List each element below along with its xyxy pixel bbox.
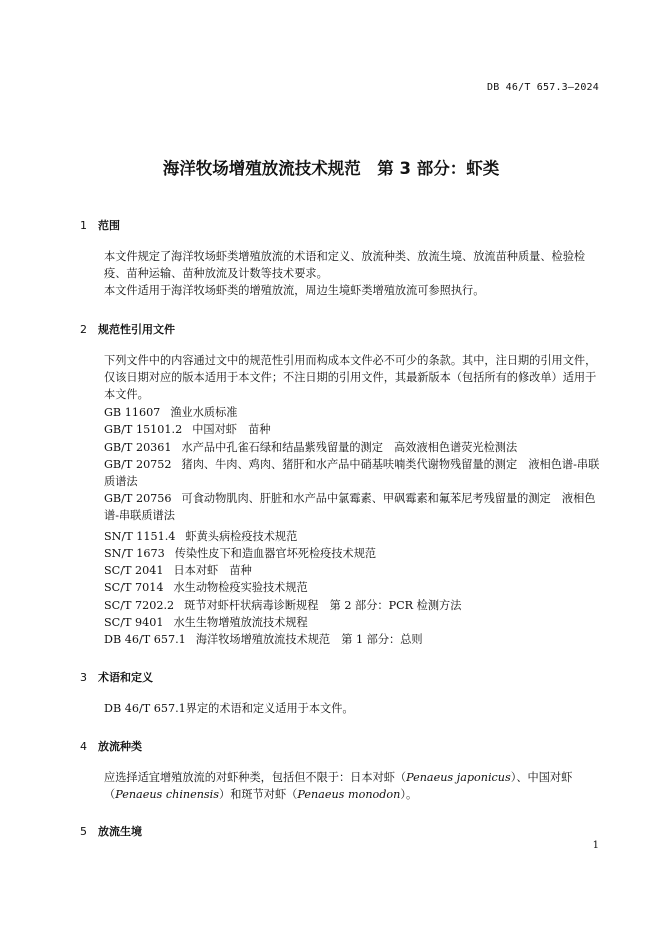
text-run: ）、中国对虾（ <box>104 771 573 801</box>
reference-item <box>104 545 376 561</box>
scope-paragraph-2 <box>88 282 600 299</box>
paragraph-text: 下列文件中的内容通过文中的规范性引用而构成本文件必不可少的条款。其中，注日期的引用文件，仅该日期对应的版本适用于本文件；不注日期的引用文件，其最新版本（包括所有的修改单）适用于本文件。 <box>104 354 597 401</box>
paragraph-text: 本文件适用于海洋牧场虾类的增殖放流，周边生境虾类增殖放流可参照执行。 <box>104 284 485 297</box>
reference-code: SN/T 1673 <box>104 547 165 560</box>
reference-code: GB/T 20361 <box>104 441 172 454</box>
reference-item <box>104 439 517 455</box>
reference-item <box>104 528 297 544</box>
text-run: 应选择适宜增殖放流的对虾种类，包括但不限于：日本对虾（ <box>104 771 407 784</box>
reference-item <box>104 631 423 647</box>
reference-item <box>104 562 252 578</box>
reference-code: GB/T 20752 <box>104 458 172 471</box>
reference-item <box>104 421 271 437</box>
species-name: Penaeus chinensis <box>115 788 219 801</box>
paragraph-text: DB 46/T 657.1界定的术语和定义适用于本文件。 <box>104 702 354 715</box>
reference-code: SC/T 2041 <box>104 564 164 577</box>
reference-code: GB 11607 <box>104 406 161 419</box>
section-title: 放流生境 <box>98 825 142 838</box>
section-title: 范围 <box>98 219 120 232</box>
reference-code: DB 46/T 657.1 <box>104 633 186 646</box>
reference-title: 水生生物增殖放流技术规程 <box>173 616 308 629</box>
page-number: 1 <box>592 840 599 851</box>
reference-code: SC/T 9401 <box>104 616 164 629</box>
reference-title: 水生动物检疫实验技术规范 <box>173 581 308 594</box>
page-title: 海洋牧场增殖放流技术规范 第 3 部分：虾类 <box>162 159 500 178</box>
reference-item <box>88 456 600 490</box>
reference-title: 渔业水质标准 <box>170 406 238 419</box>
scope-paragraph-1 <box>88 248 600 282</box>
species-paragraph <box>88 769 600 803</box>
section-title: 术语和定义 <box>98 671 153 684</box>
reference-title: 虾黄头病检疫技术规范 <box>185 530 298 543</box>
section-number: 2 <box>80 323 87 336</box>
document-number: DB 46/T 657.3—2024 <box>487 82 599 93</box>
section-number: 4 <box>80 740 87 753</box>
reference-code: GB/T 20756 <box>104 492 172 505</box>
reference-item <box>88 490 600 524</box>
text-run: ）。 <box>400 788 418 801</box>
reference-code: GB/T 15101.2 <box>104 423 183 436</box>
paragraph-text: 本文件规定了海洋牧场虾类增殖放流的术语和定义、放流种类、放流生境、放流苗种质量、检验检疫、苗种运输、苗种放流及计数等技术要求。 <box>104 250 586 280</box>
reference-title: 日本对虾 苗种 <box>173 564 252 577</box>
reference-title: 斑节对虾杆状病毒诊断规程 第 2 部分：PCR 检测方法 <box>184 599 462 612</box>
reference-title: 猪肉、牛肉、鸡肉、猪肝和水产品中硝基呋喃类代谢物残留量的测定 液相色谱-串联质谱法 <box>104 458 600 488</box>
text-run: ）和斑节对虾（ <box>219 788 298 801</box>
species-name: Penaeus monodon <box>297 788 401 801</box>
section-number: 5 <box>80 825 87 838</box>
section-title: 规范性引用文件 <box>98 323 175 336</box>
reference-title: 中国对虾 苗种 <box>192 423 271 436</box>
section-number: 3 <box>80 671 87 684</box>
reference-title: 海洋牧场增殖放流技术规范 第 1 部分：总则 <box>195 633 423 646</box>
section-heading-1 <box>80 217 120 233</box>
reference-code: SC/T 7202.2 <box>104 599 175 612</box>
section-heading-3 <box>80 669 153 685</box>
reference-title: 传染性皮下和造血器官坏死检疫技术规范 <box>174 547 377 560</box>
species-name: Penaeus japonicus <box>406 771 511 784</box>
paragraph-text <box>88 769 600 803</box>
section-heading-2 <box>80 321 175 337</box>
section-heading-5 <box>80 823 142 839</box>
reference-title: 可食动物肌肉、肝脏和水产品中氯霉素、甲砜霉素和氟苯尼考残留量的测定 液相色谱-串联质谱法 <box>104 492 596 522</box>
terms-paragraph <box>88 700 600 717</box>
section-number: 1 <box>80 219 87 232</box>
reference-item <box>104 404 237 420</box>
reference-code: SN/T 1151.4 <box>104 530 176 543</box>
section-title: 放流种类 <box>98 740 142 753</box>
reference-item <box>104 597 461 613</box>
reference-code: SC/T 7014 <box>104 581 164 594</box>
section-heading-4 <box>80 738 142 754</box>
reference-title: 水产品中孔雀石绿和结晶紫残留量的测定 高效液相色谱荧光检测法 <box>181 441 518 454</box>
reference-item <box>104 614 308 630</box>
reference-item <box>104 579 308 595</box>
references-intro <box>88 352 600 403</box>
